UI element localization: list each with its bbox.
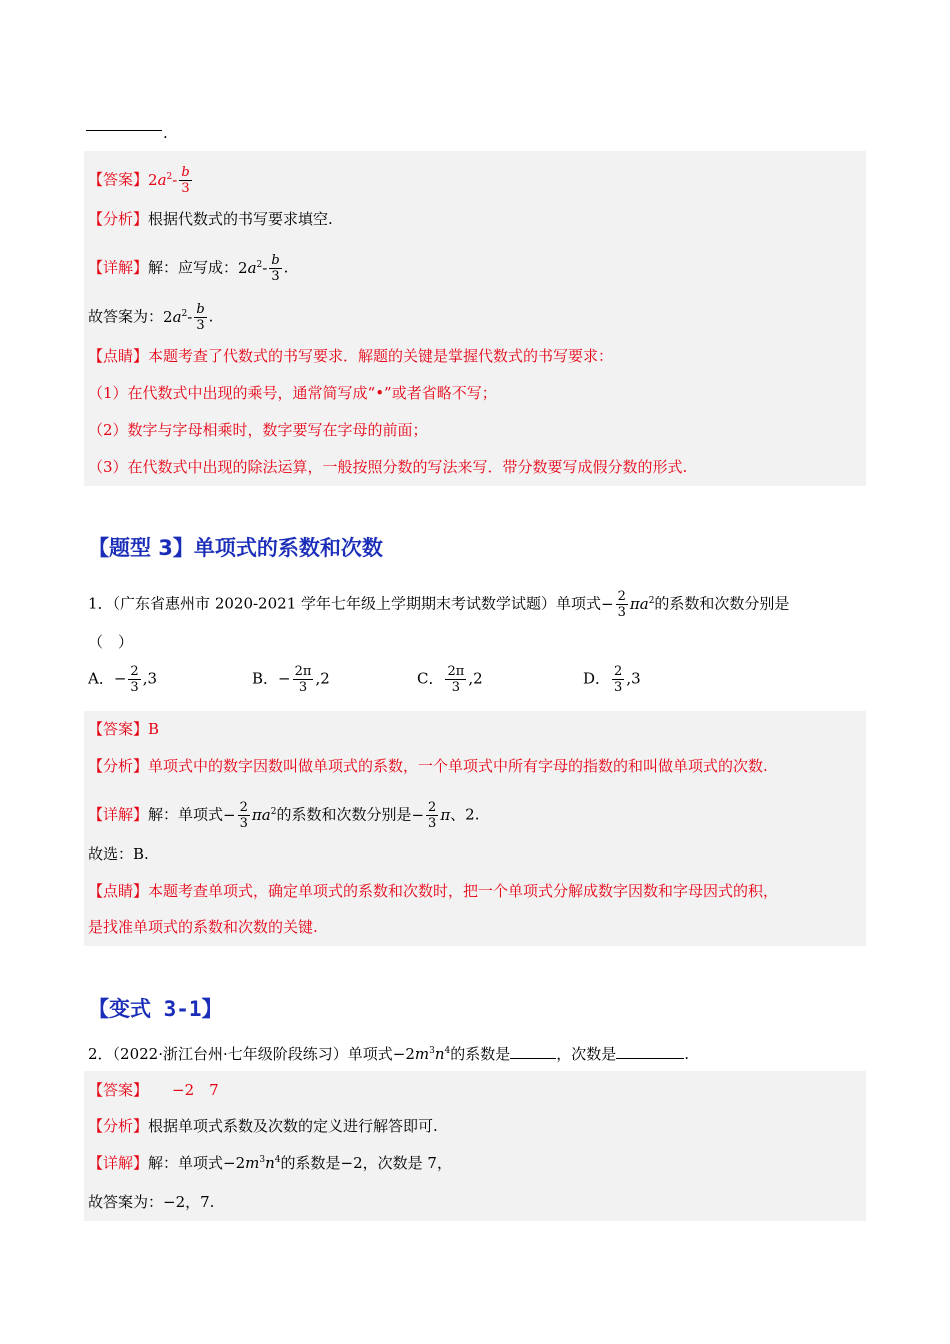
conclusion-text: 故答案为：: [88, 307, 164, 326]
question-1-stem: [88, 590, 789, 619]
answer-expression: $2a^2-$ $\frac{b}{3}$: [148, 165, 190, 196]
answer-label: 【答案】: [88, 1081, 149, 1099]
tip-row-2-cont: 是找准单项式的系数和次数的关键.: [88, 918, 318, 936]
monomial: $-2m^3n^4$: [223, 1154, 281, 1172]
coefficient-blank[interactable]: [510, 1046, 556, 1059]
degree-blank[interactable]: [616, 1046, 684, 1059]
detail-label: 【详解】: [88, 1154, 149, 1172]
conclusion-row-3: 故答案为：−2，7.: [88, 1193, 215, 1211]
detail-label: 【详解】: [88, 805, 149, 824]
tip-text: 本题考查了代数式的书写要求．解题的关键是掌握代数式的书写要求：: [148, 347, 614, 365]
detail-row-2: 【详解】解：单项式− $\frac{2}{3}$ $\pi a^2$的系数和次数分别是− $\frac{2}{3}$ π、2.: [88, 800, 480, 831]
tip-item: （1）在代数式中出现的乘号，通常简写成“•”或者省略不写；: [88, 384, 497, 402]
conclusion-row-1: 故答案为：$2a^2-$ $\frac{b}{3}$ .: [88, 302, 214, 333]
answer-row-2: [88, 722, 159, 737]
conclusion-row-2: 故选：B.: [88, 845, 149, 863]
analysis-label: 【分析】: [88, 210, 149, 228]
tip-label: 【点睛】: [88, 882, 149, 900]
monomial: $-2m^3n^4$: [392, 1045, 451, 1063]
analysis-row-2: [88, 759, 768, 774]
monomial: − $\frac{2}{3}$ $\pi a^2$: [601, 589, 655, 620]
detail-row-3: 【详解】解：单项式$-2m^3n^4$的系数是−2，次数是 7，: [88, 1154, 452, 1172]
answer-value: −2 7: [172, 1081, 219, 1099]
analysis-text: 单项式中的数字因数叫做单项式的系数，一个单项式中所有字母的指数的和叫做单项式的次数.: [148, 757, 768, 775]
detail-expression: $2a^2-$ $\frac{b}{3}$: [238, 253, 280, 284]
analysis-text: 根据代数式的书写要求填空.: [148, 210, 333, 228]
question-paren: （ ）: [88, 633, 134, 651]
question-text: （广东省惠州市 2020-2021 学年七年级上学期期末考试数学试题）单项式: [112, 594, 602, 613]
tip-row-2: 【点睛】本题考查单项式，确定单项式的系数和次数时，把一个单项式分解成数字因数和字母因式的积，: [88, 882, 779, 900]
section-heading: 【题型 3】单项式的系数和次数: [88, 536, 383, 560]
option-d[interactable]: D． $\frac{2}{3}$ ,3: [583, 664, 641, 695]
detail-label: 【详解】: [88, 258, 149, 277]
period: .: [163, 124, 168, 142]
answer-label: 【答案】: [88, 170, 149, 189]
detail-row-1: 【详解】解：应写成：$2a^2-$ $\frac{b}{3}$ .: [88, 253, 289, 284]
tip-item: （2）数字与字母相乘时，数字要写在字母的前面；: [88, 421, 428, 439]
question-text-end: 的系数和次数分别是: [654, 594, 790, 613]
answer-row-1: [88, 166, 194, 195]
coefficient: − $\frac{2}{3}$ π: [411, 800, 451, 831]
answer-value: B: [148, 720, 160, 738]
answer-label: 【答案】: [88, 720, 149, 738]
option-a[interactable]: A．− $\frac{2}{3}$ ,3: [88, 664, 158, 695]
tip-label: 【点睛】: [88, 347, 149, 365]
option-c[interactable]: C． $\frac{2\pi}{3}$ ,2: [417, 664, 483, 695]
question-2-stem: 2．（2022·浙江台州·七年级阶段练习）单项式$-2m^3n^4$的系数是 ，次数是 .: [88, 1045, 690, 1063]
monomial: − $\frac{2}{3}$ $\pi a^2$: [223, 800, 277, 831]
option-b[interactable]: B．− $\frac{2\pi}{3}$ ,2: [252, 664, 330, 695]
question-number: 1．: [88, 594, 113, 613]
answer-blank: [86, 130, 162, 131]
analysis-row-3: 【分析】根据单项式系数及次数的定义进行解答即可.: [88, 1117, 438, 1135]
detail-text: 解：应写成：: [148, 258, 239, 277]
tip-item: （3）在代数式中出现的除法运算，一般按照分数的写法来写．带分数要写成假分数的形式.: [88, 458, 688, 476]
variant-heading: 【变式 3-1】: [88, 997, 223, 1021]
analysis-row-1: [88, 212, 333, 227]
answer-row-3: [88, 1083, 219, 1098]
conclusion-expression: $2a^2-$ $\frac{b}{3}$: [163, 302, 205, 333]
tip-row-1: [88, 349, 613, 364]
analysis-label: 【分析】: [88, 1117, 149, 1135]
analysis-label: 【分析】: [88, 757, 149, 775]
